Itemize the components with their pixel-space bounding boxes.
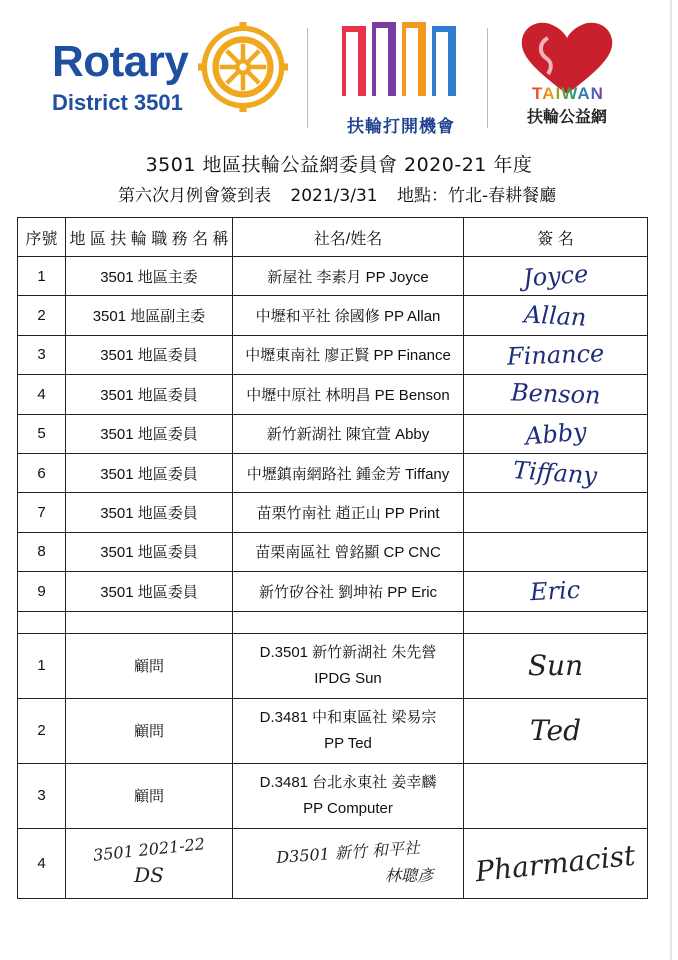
table-row [18,763,648,828]
table-row [18,453,648,492]
signature-cell [464,453,648,492]
signature: Joyce [521,259,590,293]
signature-cell [464,828,648,898]
document-title: 3501 地區扶輪公益網委員會 2020-21 年度 [145,154,533,176]
handwritten-name-line2: 林聰彥 [384,866,433,886]
role-cell: 3501 地區委員 [66,532,233,571]
member-name-cell: 苗栗南區社 曾銘顯 CP CNC [233,532,464,571]
row-number: 4 [18,828,66,898]
rotary-logo [52,37,189,116]
role-cell: 3501 地區委員 [66,335,233,374]
row-number: 4 [18,375,66,414]
signature-cell [464,493,648,532]
row-number: 5 [18,414,66,453]
meeting-date: 2021/3/31 [290,186,378,206]
signature-cell [464,375,648,414]
role-cell: 3501 地區委員 [66,414,233,453]
table-row [18,572,648,611]
handwritten-name-line1: D3501 新竹 和平社 [275,838,421,868]
row-number: 9 [18,572,66,611]
taiwan-text: TAIWAN [532,84,604,103]
member-name-cell [233,763,464,828]
rotary-wordmark: Rotary [52,37,189,86]
document-subtitle [118,181,570,206]
signature-cell [464,763,648,828]
signature: Tiffany [512,456,599,491]
member-name-cell: 新竹新湖社 陳宜萱 Abby [233,414,464,453]
col-header-name: 社名/姓名 [233,218,464,257]
table-row [18,493,648,532]
spacer-cell [233,611,464,633]
signin-table [17,217,648,899]
signature: Allan [523,299,588,332]
table-row [18,375,648,414]
role-cell: 3501 地區主委 [66,257,233,296]
table-row [18,828,648,898]
role-cell: 3501 地區委員 [66,453,233,492]
handwritten-role-line2: DS [134,862,164,887]
spacer-cell [18,611,66,633]
member-name-line1: D.3481 台北永東社 姜幸麟 [259,773,437,791]
scan-edge [670,0,672,960]
open-doors-logo [336,18,466,138]
signature-cell [464,698,648,763]
col-header-role: 地 區 扶 輪 職 務 名 稱 [66,218,233,257]
signature-cell [464,414,648,453]
advisor-rows [18,633,648,828]
handwritten-name [233,828,464,898]
header-divider [487,28,488,128]
signature: Ted [530,714,581,748]
member-name-cell: 中壢東南社 廖正賢 PP Finance [233,335,464,374]
member-name-cell: 中壢鎮南網路社 鍾金芳 Tiffany [233,453,464,492]
member-name-cell: 中壢中原社 林明昌 PE Benson [233,375,464,414]
row-number: 8 [18,532,66,571]
signature: Abby [523,417,588,451]
rotary-wheel-icon [198,22,288,112]
role-cell: 3501 地區委員 [66,572,233,611]
signature-cell [464,633,648,698]
member-name-cell: 苗栗竹南社 趙正山 PP Print [233,493,464,532]
table-row [18,633,648,698]
doors-icon [336,18,466,110]
row-number: 1 [18,633,66,698]
signature: Benson [510,378,601,410]
spacer-row [18,611,648,633]
table-row [18,414,648,453]
spacer-cell [464,611,648,633]
row-number: 6 [18,453,66,492]
taiwan-wordmark [520,84,616,104]
table-row [18,335,648,374]
signature: Finance [506,339,605,371]
signature: Sun [527,649,584,683]
role-cell: 3501 地區委員 [66,375,233,414]
doors-caption: 扶輪打開機會 [347,117,455,137]
row-number: 7 [18,493,66,532]
taiwan-logo [512,18,622,138]
member-name-cell: 新竹矽谷社 劉坤祐 PP Eric [233,572,464,611]
col-header-signature: 簽 名 [464,218,648,257]
committee-rows [18,257,648,612]
signature: Eric [529,576,582,607]
signature-cell [464,335,648,374]
member-name-cell [233,633,464,698]
member-name-line1: D.3501 新竹新湖社 朱先營 [259,643,437,661]
table-row [18,257,648,296]
signature-cell [464,296,648,335]
member-name-cell: 中壢和平社 徐國修 PP Allan [233,296,464,335]
col-header-no: 序號 [18,218,66,257]
table-row [18,532,648,571]
signature: Pharmacist [473,838,638,888]
row-number: 3 [18,335,66,374]
meeting-name: 第六次月例會簽到表 [118,186,271,206]
role-cell: 顧問 [66,763,233,828]
role-cell: 3501 地區副主委 [66,296,233,335]
member-name-line1: D.3481 中和東區社 梁易宗 [259,708,437,726]
handwritten-role-line1: 3501 2021-22 [92,833,206,865]
member-name-line2: PP Ted [324,734,372,752]
table-row [18,296,648,335]
member-name-line2: PP Computer [303,799,393,817]
row-number: 2 [18,698,66,763]
member-name-line2: IPDG Sun [314,669,382,687]
role-cell: 3501 地區委員 [66,493,233,532]
role-cell: 顧問 [66,698,233,763]
member-name-cell: 新屋社 李素月 PP Joyce [233,257,464,296]
row-number: 3 [18,763,66,828]
header-divider [307,28,308,128]
member-name-cell [233,698,464,763]
handwritten-role [66,828,233,898]
spacer-cell [66,611,233,633]
role-cell: 顧問 [66,633,233,698]
row-number: 2 [18,296,66,335]
row-number: 1 [18,257,66,296]
signature-cell [464,532,648,571]
table-header-row [18,218,648,257]
meeting-place: 地點：竹北-春耕餐廳 [396,186,557,206]
table-row [18,698,648,763]
signature-cell [464,257,648,296]
taiwan-caption: 扶輪公益網 [526,107,607,126]
district-label: District 3501 [52,90,183,115]
signature-cell [464,572,648,611]
